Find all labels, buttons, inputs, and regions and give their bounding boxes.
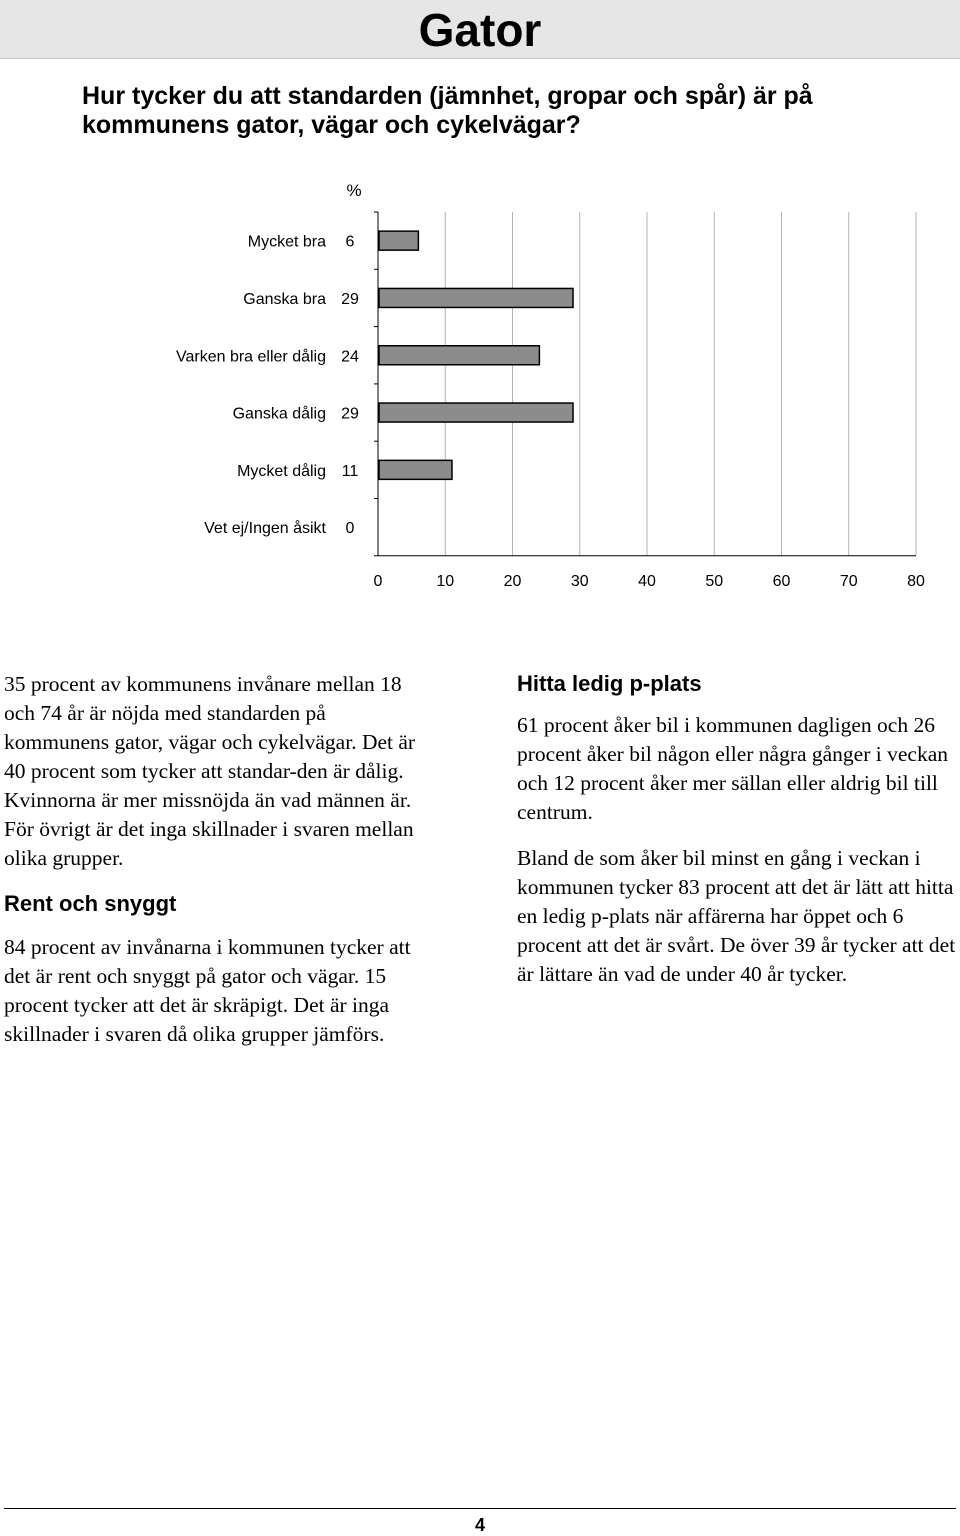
- category-label: Ganska dålig: [232, 405, 326, 423]
- x-tick-label: 0: [373, 572, 383, 590]
- left-column: [4, 670, 432, 1049]
- value-label: 29: [341, 405, 359, 423]
- value-label: 11: [341, 462, 359, 480]
- page-title: Gator: [418, 4, 542, 56]
- footer-rule: [4, 1508, 956, 1509]
- x-tick-label: 70: [839, 572, 858, 590]
- value-label: 24: [341, 348, 359, 366]
- page-number: 4: [474, 1515, 485, 1535]
- value-label: 0: [345, 520, 355, 538]
- category-label: Mycket bra: [247, 233, 326, 251]
- bar-varken-bra-eller-dålig: [379, 346, 539, 365]
- category-label: Vet ej/Ingen åsikt: [204, 520, 326, 538]
- bar-chart: [0, 170, 960, 600]
- x-tick-label: 60: [772, 572, 791, 590]
- bar-mycket-bra: [379, 231, 418, 250]
- category-label: Varken bra eller dålig: [175, 348, 326, 366]
- p-plats-paragraph-1: 61 procent åker bil i kommunen dagligen och 26 procent åker bil någon eller några gånger i veckan och 12 procent åker mer sällan eller aldrig bil till centrum.: [517, 713, 948, 824]
- p-plats-paragraph-2: Bland de som åker bil minst en gång i veckan i kommunen tycker 83 procent att det är lätt att hitta en ledig p-plats när affärerna har öppet och 6 procent att det är svårt. De över 39 år tycker att det är lättare än vad de under 40 år tycker.: [517, 846, 956, 986]
- bar-ganska-dålig: [379, 403, 573, 422]
- value-label: 6: [345, 233, 355, 251]
- chart-grid: [374, 212, 916, 556]
- x-tick-label: 80: [907, 572, 925, 590]
- unit-label: %: [346, 181, 362, 200]
- section-paragraph-rent-och-snyggt: 84 procent av invånarna i kommunen tycker att det är rent och snyggt på gator och vägar. 15 procent tycker att det är skräpigt. Det är inga skillnader i svaren då olika grupper jämförs.: [4, 935, 411, 1046]
- value-label: 29: [341, 290, 359, 308]
- intro-paragraph: 35 procent av kommunens invånare mellan 18 och 74 år är nöjda med standarden på kommunens gator, vägar och cykelvägar. Det är 40 procent som tycker att standar-den är dålig. Kvinnorna är mer missnöjda än vad männen är. För övrigt är det inga skillnader i svaren mellan olika grupper.: [4, 672, 416, 870]
- x-tick-label: 50: [705, 572, 724, 590]
- category-label: Mycket dålig: [237, 462, 326, 480]
- right-column: [517, 670, 957, 989]
- x-tick-label: 20: [503, 572, 522, 590]
- section-heading-rent-och-snyggt: Rent och snyggt: [4, 891, 177, 916]
- category-label: Ganska bra: [243, 290, 326, 308]
- bar-ganska-bra: [379, 288, 573, 307]
- x-tick-label: 30: [570, 572, 589, 590]
- chart-labels: [176, 234, 359, 538]
- chart-question: Hur tycker du att standarden (jämnhet, gropar och spår) är på kommunens gator, vägar och cykelvägar?: [82, 82, 813, 139]
- bar-mycket-dålig: [379, 460, 452, 479]
- chart-bars: [379, 231, 573, 479]
- x-tick-label: 10: [436, 572, 455, 590]
- section-heading-hitta-ledig-p-plats: Hitta ledig p-plats: [517, 671, 702, 696]
- chart-ticks: [374, 573, 925, 590]
- x-tick-label: 40: [638, 572, 656, 590]
